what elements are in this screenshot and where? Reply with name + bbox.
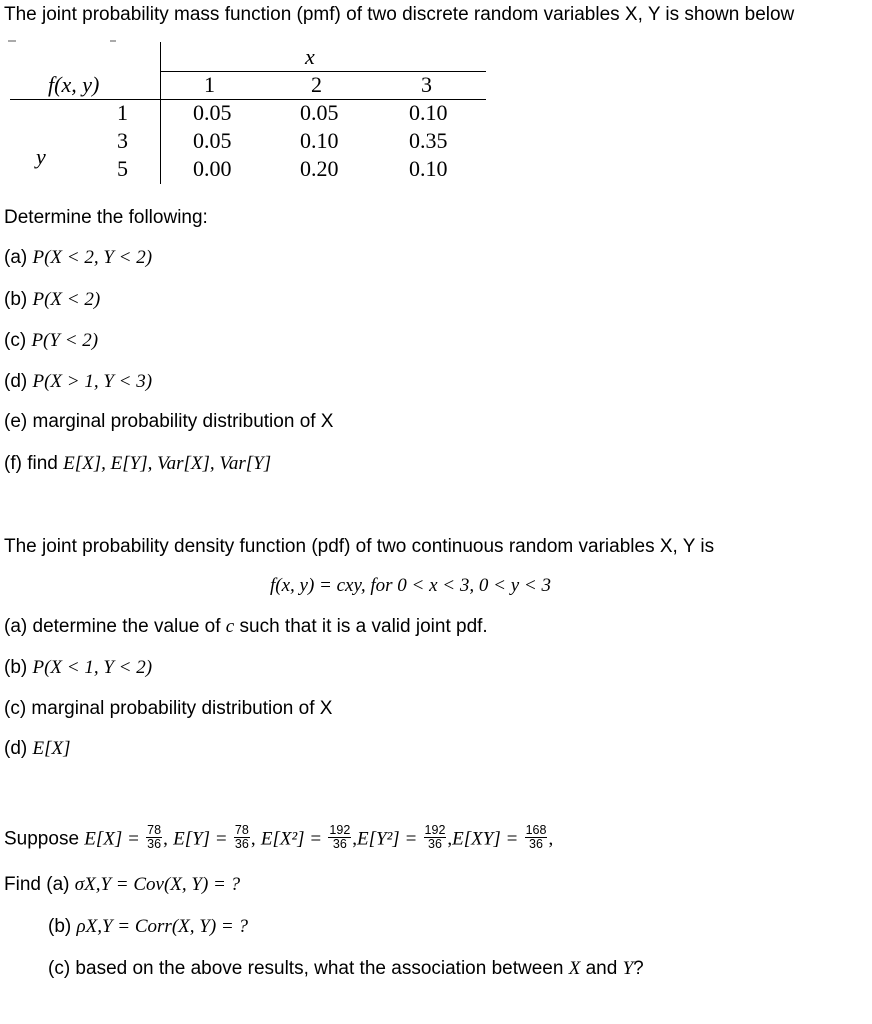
question-item <box>4 247 152 269</box>
fraction <box>424 824 447 851</box>
question-item <box>4 698 332 720</box>
table-tick-mark <box>8 40 16 42</box>
x-variable-label: x <box>305 44 315 69</box>
joint-pmf-label: f(x, y) <box>48 72 100 97</box>
fraction <box>234 824 250 851</box>
numerator: 78 <box>147 823 162 837</box>
question-item <box>48 958 644 980</box>
x-value: 1 <box>204 72 215 97</box>
question-label: (c) marginal probability distribution of X <box>4 698 333 719</box>
question-label: Find (a) <box>4 874 75 895</box>
expectation-xy: E[XY] = <box>452 828 519 850</box>
question-label: (a) determine the value of <box>4 616 226 637</box>
table-tick-mark <box>110 40 116 42</box>
question-label: (a) <box>4 247 33 268</box>
pmf-table <box>0 38 500 188</box>
denominator: 36 <box>529 837 543 851</box>
pmf-cell: 0.10 <box>409 156 448 181</box>
expectation-y: E[Y] = <box>173 828 228 850</box>
question-item <box>48 916 248 938</box>
question-label: such that it is a valid joint pdf. <box>234 616 488 637</box>
question-label: and <box>580 958 623 979</box>
joint-pdf-formula: f(x, y) = cxy, for 0 < x < 3, 0 < y < 3 <box>270 575 551 596</box>
variable-x: X <box>568 958 581 979</box>
question-math: E[X] <box>32 738 71 759</box>
pmf-cell: 0.10 <box>409 100 448 125</box>
question-label: (b) <box>4 657 33 678</box>
pmf-cell: 0.05 <box>193 128 232 153</box>
question-math: P(X < 2) <box>32 289 101 310</box>
fraction <box>525 824 548 851</box>
question-label: (c) based on the above results, what the association between <box>48 958 569 979</box>
denominator: 36 <box>428 837 442 851</box>
question-label: (e) marginal probability distribution of X <box>4 411 334 432</box>
question-math: ρX,Y = Corr(X, Y) = ? <box>76 916 248 937</box>
question-label: (f) find <box>4 453 64 474</box>
question-item <box>4 874 240 896</box>
denominator: 36 <box>234 837 249 851</box>
numerator: 192 <box>424 823 446 837</box>
question-math: σX,Y = Cov(X, Y) = ? <box>74 874 241 895</box>
numerator: 168 <box>525 823 547 837</box>
pmf-cell: 0.20 <box>300 156 339 181</box>
fraction <box>146 824 162 851</box>
question-math: E[X], E[Y], Var[X], Var[Y] <box>63 453 272 474</box>
question-item <box>4 616 488 638</box>
question-item <box>4 411 334 433</box>
question-item <box>4 371 152 393</box>
question-item <box>4 738 71 760</box>
question-math: P(X < 2, Y < 2) <box>32 247 153 268</box>
numerator: 192 <box>329 823 351 837</box>
pmf-cell: 0.10 <box>300 128 339 153</box>
y-value: 1 <box>117 100 128 125</box>
expectation-y-squared: E[Y²] = <box>357 828 418 850</box>
question-item <box>4 289 100 311</box>
suppose-line: Suppose E[X] = $\frac{78}{36}$ , E[Y] = $\frac{78}{36}$ , E[X²] = $\frac{192}{36}$ ,E[Y²] = $\frac{192}{36}$ ,E[XY] = $\frac{168}{36}$ , <box>4 823 554 851</box>
part1-prompt: Determine the following: <box>4 207 208 228</box>
constant-c: c <box>225 616 235 637</box>
question-label: (b) <box>4 289 33 310</box>
question-math: P(X > 1, Y < 3) <box>32 371 153 392</box>
pmf-intro: The joint probability mass function (pmf) of two discrete random variables X, Y is shown below <box>4 4 795 25</box>
x-value: 2 <box>311 72 322 97</box>
pmf-cell: 0.00 <box>193 156 232 181</box>
question-label: (d) <box>4 738 33 759</box>
expectation-x: E[X] = <box>84 828 140 850</box>
denominator: 36 <box>147 837 162 851</box>
numerator: 78 <box>234 823 249 837</box>
y-value: 3 <box>117 128 128 153</box>
question-item <box>4 657 152 679</box>
y-variable-label: y <box>36 144 46 169</box>
pmf-cell: 0.35 <box>409 128 448 153</box>
question-item <box>4 330 98 352</box>
question-label: (c) <box>4 330 32 351</box>
question-label: (d) <box>4 371 33 392</box>
denominator: 36 <box>332 837 347 851</box>
expectation-x-squared: E[X²] = <box>260 828 323 850</box>
fraction <box>328 824 351 851</box>
pmf-cell: 0.05 <box>300 100 339 125</box>
part2-intro: The joint probability density function (pdf) of two continuous random variables X, Y is <box>4 536 715 557</box>
table-vertical-rule <box>160 42 161 184</box>
question-label: ? <box>633 958 644 979</box>
y-value: 5 <box>117 156 128 181</box>
question-math: P(Y < 2) <box>31 330 99 351</box>
question-item <box>4 453 271 475</box>
question-label: (b) <box>48 916 77 937</box>
suppose-label: Suppose <box>4 828 85 850</box>
x-value: 3 <box>421 72 432 97</box>
question-math: P(X < 1, Y < 2) <box>32 657 153 678</box>
pmf-cell: 0.05 <box>193 100 232 125</box>
variable-y: Y <box>622 958 634 979</box>
